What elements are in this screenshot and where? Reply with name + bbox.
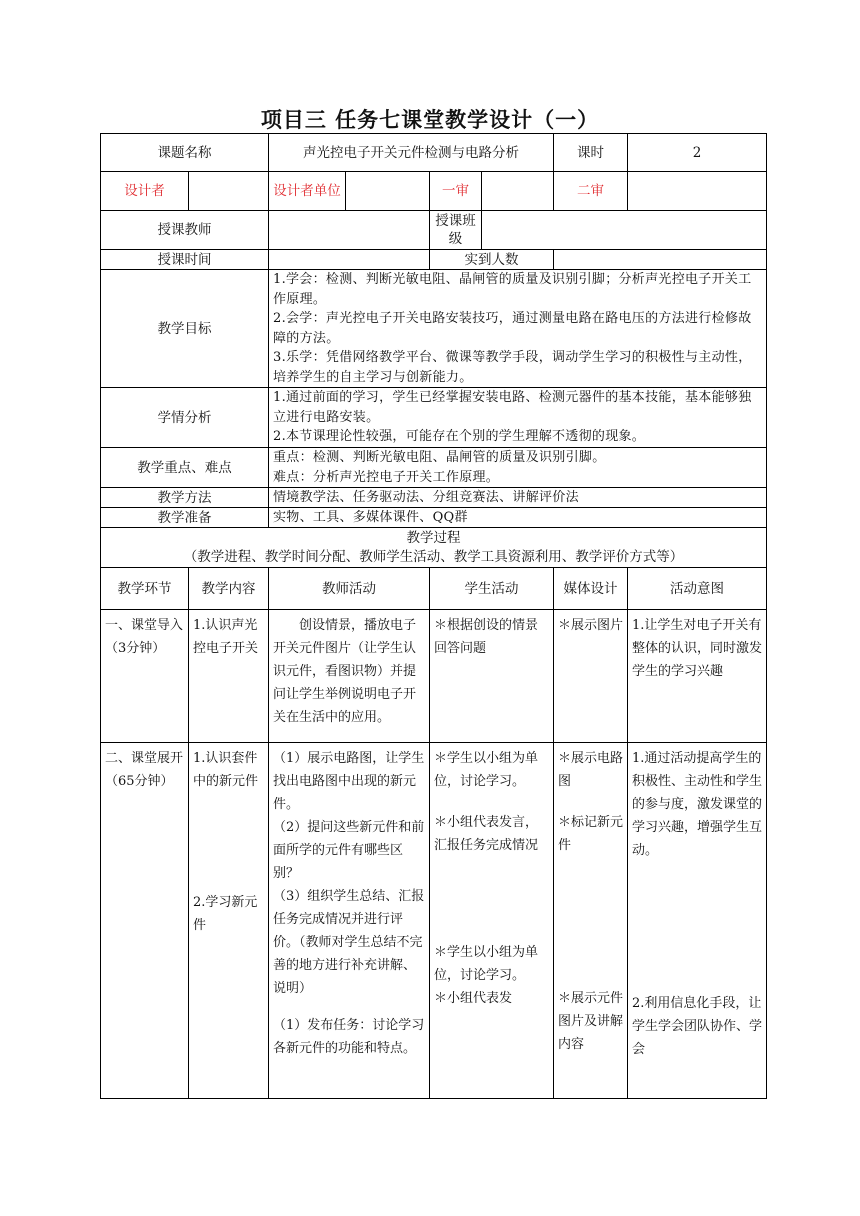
row2-student-2: ＊小组代表发言，汇报任务完成情况 — [434, 815, 539, 853]
analysis-row — [101, 388, 767, 448]
analysis-content — [269, 388, 767, 448]
column-content: 教学内容 — [189, 568, 269, 610]
row1-teacher: 创设情景，播放电子开关元件图片（让学生认识元件，看图识物）并提问让学生举例说明电子开关在生活中的应用。 — [269, 610, 430, 743]
row2-student-1: ＊学生以小组为单位，讨论学习。 — [434, 751, 539, 789]
row2-teacher — [269, 743, 430, 1099]
objectives-content — [269, 270, 767, 388]
methods-row — [101, 488, 767, 508]
analysis-item: 1.通过前面的学习，学生已经掌握安装电路、检测元器件的基本技能，基本能够独立进行电路安装。 — [273, 390, 752, 425]
topic-value: 声光控电子开关元件检测与电路分析 — [269, 134, 554, 172]
row2-media-1: ＊展示电路图 — [558, 751, 624, 789]
keypoint-item: 难点：分析声光控电子开关工作原理。 — [273, 469, 500, 485]
row2-media-3: ＊展示元件图片及讲解内容 — [558, 991, 624, 1052]
row2-stage: 二、课堂展开（65分钟） — [101, 743, 189, 1099]
row1-stage: 一、课堂导入（3分钟） — [101, 610, 189, 743]
row2-teacher-2: （2）提问这些新元件和前面所学的元件有哪些区别？ — [273, 820, 425, 881]
review1-label: 一审 — [430, 172, 482, 211]
designer-row — [101, 172, 767, 211]
hours-label: 课时 — [554, 134, 628, 172]
teacher-row — [101, 211, 767, 250]
preparation-value: 实物、工具、多媒体课件、QQ群 — [269, 508, 767, 528]
row2-teacher-1: （1）展示电路图，让学生找出电路图中出现的新元件。 — [273, 751, 425, 812]
methods-value: 情境教学法、任务驱动法、分组竞赛法、讲解评价法 — [269, 488, 767, 508]
process-header-row — [101, 528, 767, 568]
column-stage: 教学环节 — [101, 568, 189, 610]
hours-value: 2 — [628, 134, 767, 172]
row1-content: 1.认识声光控电子开关 — [189, 610, 269, 743]
objective-item: 2.会学：声光控电子开关电路安装技巧，通过测量电路在路电压的方法进行检修故障的方法。 — [273, 311, 752, 346]
row2-intent-2: 2.利用信息化手段，让学生学会团队协作、学会 — [632, 996, 763, 1057]
keypoints-content — [269, 448, 767, 488]
time-row — [101, 250, 767, 270]
process-columns-row — [101, 568, 767, 610]
row1-student: ＊根据创设的情景回答问题 — [430, 610, 554, 743]
row2-content-1: 1.认识套件中的新元件 — [193, 751, 259, 789]
topic-row — [101, 134, 767, 172]
row2-student-4: ＊小组代表发 — [434, 991, 513, 1006]
column-teacher: 教师活动 — [269, 568, 430, 610]
teacher-value — [269, 211, 430, 250]
review2-label: 二审 — [554, 172, 628, 211]
keypoints-label: 教学重点、难点 — [101, 448, 269, 488]
page-title: 项目三 任务七课堂教学设计（一） — [260, 108, 600, 132]
row2-teacher-3: （3）组织学生总结、汇报任务完成情况并进行评价。（教师对学生总结不完善的地方进行补充讲解、说明） — [273, 889, 425, 996]
process-header — [101, 528, 767, 568]
objective-item: 3.乐学：凭借网络教学平台、微课等教学手段，调动学生学习的积极性与主动性，培养学生的自主学习与创新能力。 — [273, 350, 752, 385]
lesson-plan-table — [100, 133, 767, 1099]
row2-intent-1: 1.通过活动提高学生的积极性、主动性和学生的参与度，激发课堂的学习兴趣，增强学生互动。 — [632, 751, 763, 858]
teacher-label: 授课教师 — [101, 211, 269, 250]
objectives-label: 教学目标 — [101, 270, 269, 388]
designer-unit-label: 设计者单位 — [269, 172, 346, 211]
analysis-item: 2.本节课理论性较强，可能存在个别的学生理解不透彻的现象。 — [273, 429, 646, 445]
row1-intent: 1.让学生对电子开关有整体的认识，同时激发学生的学习兴趣 — [628, 610, 767, 743]
preparation-row — [101, 508, 767, 528]
row2-teacher-4: （1）发布任务：讨论学习各新元件的功能和特点。 — [273, 1018, 425, 1056]
column-student: 学生活动 — [430, 568, 554, 610]
time-value — [269, 250, 430, 270]
class-value — [482, 211, 767, 250]
row2-intent — [628, 743, 767, 1099]
designer-unit-value — [346, 172, 430, 211]
methods-label: 教学方法 — [101, 488, 269, 508]
attendance-value — [554, 250, 767, 270]
objectives-row — [101, 270, 767, 388]
row2-content-2: 2.学习新元件 — [193, 895, 258, 933]
process-row-1 — [101, 610, 767, 743]
column-intent: 活动意图 — [628, 568, 767, 610]
process-title: 教学过程 — [406, 529, 461, 546]
row2-student-3: ＊学生以小组为单位，讨论学习。 — [434, 945, 539, 983]
review2-value — [628, 172, 767, 211]
attendance-label: 实到人数 — [430, 250, 554, 270]
keypoint-item: 重点：检测、判断光敏电阻、晶闸管的质量及识别引脚。 — [273, 450, 606, 465]
topic-label: 课题名称 — [101, 134, 269, 172]
designer-label: 设计者 — [101, 172, 189, 211]
column-media: 媒体设计 — [554, 568, 628, 610]
row2-content — [189, 743, 269, 1099]
row2-media — [554, 743, 628, 1099]
objective-item: 1.学会：检测、判断光敏电阻、晶闸管的质量及识别引脚；分析声光控电子开关工作原理。 — [273, 272, 752, 307]
row2-media-2: ＊标记新元件 — [558, 815, 624, 853]
designer-value — [189, 172, 269, 211]
keypoints-row — [101, 448, 767, 488]
preparation-label: 教学准备 — [101, 508, 269, 528]
process-row-2 — [101, 743, 767, 1099]
time-label: 授课时间 — [101, 250, 269, 270]
class-label: 授课班级 — [430, 211, 482, 250]
row2-student — [430, 743, 554, 1099]
row1-media: ＊展示图片 — [554, 610, 628, 743]
review1-value — [482, 172, 554, 211]
process-subtitle: （教学进程、教学时间分配、教师学生活动、教学工具资源利用、教学评价方式等） — [183, 548, 684, 565]
analysis-label: 学情分析 — [101, 388, 269, 448]
